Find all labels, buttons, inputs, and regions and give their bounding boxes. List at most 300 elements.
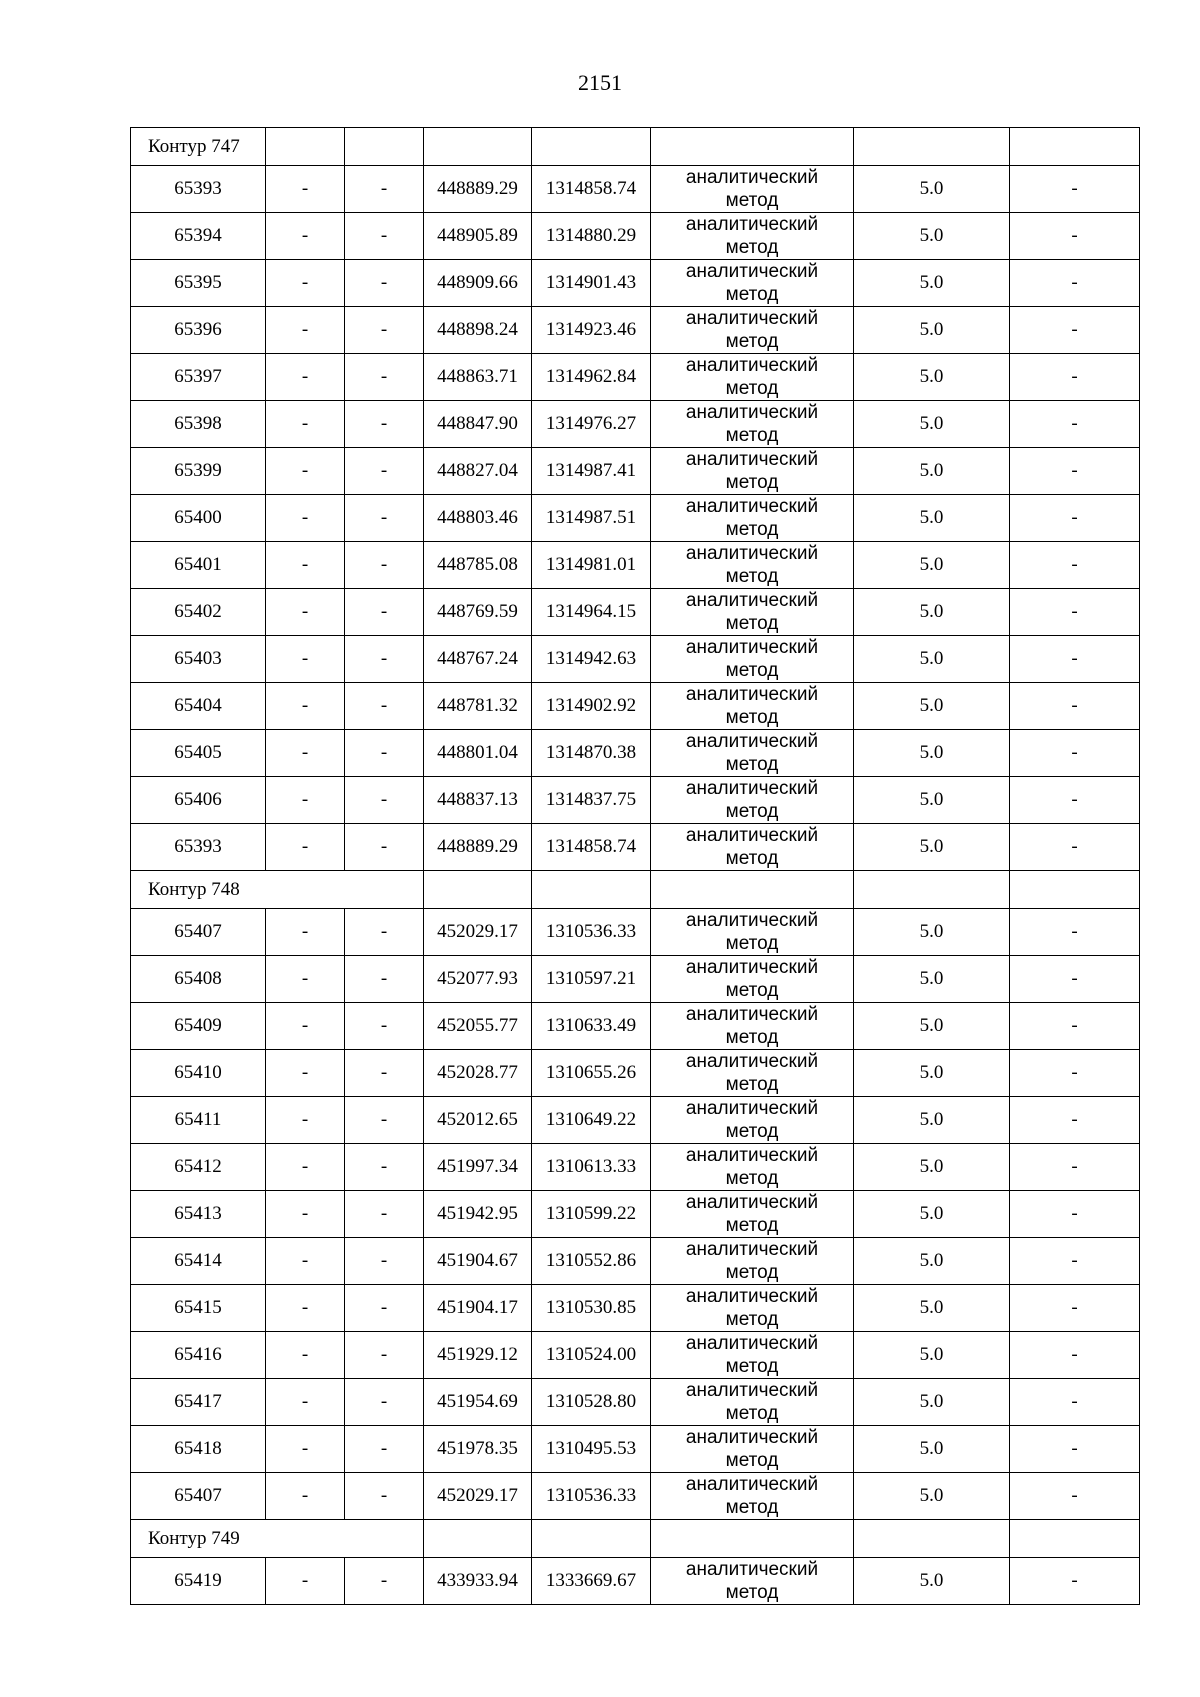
method-line-1: аналитический bbox=[685, 637, 819, 658]
y-coordinate-cell: 1310528.80 bbox=[532, 1379, 651, 1426]
accuracy-cell: 5.0 bbox=[854, 1097, 1010, 1144]
method-line-2: метод bbox=[725, 566, 779, 587]
point-id-cell: 65411 bbox=[131, 1097, 266, 1144]
contour-header-row bbox=[131, 871, 1140, 909]
table-row bbox=[131, 683, 1140, 730]
dash-cell: - bbox=[266, 260, 345, 307]
contour-label: Контур 749 bbox=[131, 1520, 424, 1558]
method-line-2: метод bbox=[725, 1450, 779, 1471]
dash-cell: - bbox=[1010, 166, 1140, 213]
empty-cell bbox=[424, 871, 532, 909]
method-line-1: аналитический bbox=[685, 684, 819, 705]
x-coordinate-cell: 448767.24 bbox=[424, 636, 532, 683]
page-number: 2151 bbox=[578, 70, 622, 95]
method-line-1: аналитический bbox=[685, 1333, 819, 1354]
dash-cell: - bbox=[1010, 636, 1140, 683]
coordinates-table bbox=[130, 127, 1140, 1605]
method-line-1: аналитический bbox=[685, 355, 819, 376]
dash-cell: - bbox=[266, 1379, 345, 1426]
point-id-cell: 65406 bbox=[131, 777, 266, 824]
dash-cell: - bbox=[1010, 213, 1140, 260]
x-coordinate-cell: 448801.04 bbox=[424, 730, 532, 777]
table-row bbox=[131, 1097, 1140, 1144]
method-line-1: аналитический bbox=[685, 167, 819, 188]
dash-cell: - bbox=[345, 1003, 424, 1050]
method-cell bbox=[651, 683, 854, 730]
method-cell bbox=[651, 1473, 854, 1520]
table-body bbox=[131, 128, 1140, 1605]
method-cell bbox=[651, 1332, 854, 1379]
dash-cell: - bbox=[1010, 307, 1140, 354]
point-id-cell: 65405 bbox=[131, 730, 266, 777]
dash-cell: - bbox=[1010, 1003, 1140, 1050]
dash-cell: - bbox=[345, 956, 424, 1003]
method-line-1: аналитический bbox=[685, 1239, 819, 1260]
point-id-cell: 65407 bbox=[131, 1473, 266, 1520]
table-row bbox=[131, 956, 1140, 1003]
y-coordinate-cell: 1314858.74 bbox=[532, 166, 651, 213]
accuracy-cell: 5.0 bbox=[854, 166, 1010, 213]
method-line-2: метод bbox=[725, 1215, 779, 1236]
point-id-cell: 65419 bbox=[131, 1558, 266, 1605]
y-coordinate-cell: 1314923.46 bbox=[532, 307, 651, 354]
table-row bbox=[131, 401, 1140, 448]
dash-cell: - bbox=[266, 495, 345, 542]
accuracy-cell: 5.0 bbox=[854, 260, 1010, 307]
dash-cell: - bbox=[266, 1332, 345, 1379]
dash-cell: - bbox=[266, 1558, 345, 1605]
dash-cell: - bbox=[1010, 1379, 1140, 1426]
accuracy-cell: 5.0 bbox=[854, 1191, 1010, 1238]
x-coordinate-cell: 451997.34 bbox=[424, 1144, 532, 1191]
dash-cell: - bbox=[266, 1191, 345, 1238]
y-coordinate-cell: 1314870.38 bbox=[532, 730, 651, 777]
point-id-cell: 65399 bbox=[131, 448, 266, 495]
dash-cell: - bbox=[266, 1050, 345, 1097]
x-coordinate-cell: 451904.67 bbox=[424, 1238, 532, 1285]
dash-cell: - bbox=[266, 448, 345, 495]
dash-cell: - bbox=[1010, 909, 1140, 956]
y-coordinate-cell: 1310613.33 bbox=[532, 1144, 651, 1191]
dash-cell: - bbox=[345, 260, 424, 307]
point-id-cell: 65413 bbox=[131, 1191, 266, 1238]
method-line-2: метод bbox=[725, 754, 779, 775]
dash-cell: - bbox=[345, 354, 424, 401]
method-line-1: аналитический bbox=[685, 402, 819, 423]
contour-label: Контур 747 bbox=[131, 128, 266, 166]
x-coordinate-cell: 448905.89 bbox=[424, 213, 532, 260]
table-row bbox=[131, 1285, 1140, 1332]
point-id-cell: 65415 bbox=[131, 1285, 266, 1332]
empty-cell bbox=[854, 128, 1010, 166]
dash-cell: - bbox=[345, 1426, 424, 1473]
empty-cell bbox=[1010, 1520, 1140, 1558]
method-cell bbox=[651, 260, 854, 307]
x-coordinate-cell: 433933.94 bbox=[424, 1558, 532, 1605]
x-coordinate-cell: 448889.29 bbox=[424, 824, 532, 871]
dash-cell: - bbox=[345, 1332, 424, 1379]
dash-cell: - bbox=[1010, 683, 1140, 730]
method-line-2: метод bbox=[725, 472, 779, 493]
accuracy-cell: 5.0 bbox=[854, 542, 1010, 589]
method-line-2: метод bbox=[725, 660, 779, 681]
table-row bbox=[131, 1191, 1140, 1238]
dash-cell: - bbox=[1010, 260, 1140, 307]
point-id-cell: 65409 bbox=[131, 1003, 266, 1050]
dash-cell: - bbox=[345, 1097, 424, 1144]
method-line-2: метод bbox=[725, 237, 779, 258]
point-id-cell: 65404 bbox=[131, 683, 266, 730]
method-line-2: метод bbox=[725, 848, 779, 869]
method-line-1: аналитический bbox=[685, 1051, 819, 1072]
accuracy-cell: 5.0 bbox=[854, 1050, 1010, 1097]
method-line-2: метод bbox=[725, 1262, 779, 1283]
method-line-1: аналитический bbox=[685, 496, 819, 517]
method-cell bbox=[651, 730, 854, 777]
x-coordinate-cell: 448781.32 bbox=[424, 683, 532, 730]
method-line-1: аналитический bbox=[685, 1098, 819, 1119]
x-coordinate-cell: 451929.12 bbox=[424, 1332, 532, 1379]
empty-cell bbox=[651, 871, 854, 909]
dash-cell: - bbox=[345, 448, 424, 495]
point-id-cell: 65418 bbox=[131, 1426, 266, 1473]
method-cell bbox=[651, 1050, 854, 1097]
point-id-cell: 65398 bbox=[131, 401, 266, 448]
y-coordinate-cell: 1314901.43 bbox=[532, 260, 651, 307]
method-line-2: метод bbox=[725, 933, 779, 954]
dash-cell: - bbox=[345, 589, 424, 636]
dash-cell: - bbox=[345, 683, 424, 730]
empty-cell bbox=[1010, 128, 1140, 166]
x-coordinate-cell: 452077.93 bbox=[424, 956, 532, 1003]
dash-cell: - bbox=[266, 730, 345, 777]
y-coordinate-cell: 1314964.15 bbox=[532, 589, 651, 636]
method-cell bbox=[651, 495, 854, 542]
accuracy-cell: 5.0 bbox=[854, 824, 1010, 871]
accuracy-cell: 5.0 bbox=[854, 307, 1010, 354]
dash-cell: - bbox=[266, 824, 345, 871]
dash-cell: - bbox=[345, 1144, 424, 1191]
method-line-1: аналитический bbox=[685, 1192, 819, 1213]
y-coordinate-cell: 1314987.41 bbox=[532, 448, 651, 495]
dash-cell: - bbox=[266, 589, 345, 636]
dash-cell: - bbox=[1010, 1558, 1140, 1605]
point-id-cell: 65408 bbox=[131, 956, 266, 1003]
table-row bbox=[131, 213, 1140, 260]
dash-cell: - bbox=[266, 1426, 345, 1473]
accuracy-cell: 5.0 bbox=[854, 956, 1010, 1003]
dash-cell: - bbox=[345, 1050, 424, 1097]
dash-cell: - bbox=[266, 354, 345, 401]
empty-cell bbox=[424, 128, 532, 166]
method-line-2: метод bbox=[725, 519, 779, 540]
method-cell bbox=[651, 1003, 854, 1050]
point-id-cell: 65397 bbox=[131, 354, 266, 401]
method-line-2: метод bbox=[725, 1582, 779, 1603]
empty-cell bbox=[651, 1520, 854, 1558]
accuracy-cell: 5.0 bbox=[854, 589, 1010, 636]
x-coordinate-cell: 448803.46 bbox=[424, 495, 532, 542]
dash-cell: - bbox=[266, 1473, 345, 1520]
method-line-1: аналитический bbox=[685, 543, 819, 564]
point-id-cell: 65393 bbox=[131, 166, 266, 213]
accuracy-cell: 5.0 bbox=[854, 1426, 1010, 1473]
accuracy-cell: 5.0 bbox=[854, 1238, 1010, 1285]
dash-cell: - bbox=[345, 495, 424, 542]
x-coordinate-cell: 452028.77 bbox=[424, 1050, 532, 1097]
table-row bbox=[131, 824, 1140, 871]
method-line-1: аналитический bbox=[685, 1427, 819, 1448]
y-coordinate-cell: 1333669.67 bbox=[532, 1558, 651, 1605]
accuracy-cell: 5.0 bbox=[854, 909, 1010, 956]
method-cell bbox=[651, 307, 854, 354]
dash-cell: - bbox=[345, 1379, 424, 1426]
method-line-1: аналитический bbox=[685, 1474, 819, 1495]
y-coordinate-cell: 1310536.33 bbox=[532, 909, 651, 956]
dash-cell: - bbox=[266, 1285, 345, 1332]
method-line-1: аналитический bbox=[685, 778, 819, 799]
dash-cell: - bbox=[1010, 401, 1140, 448]
table-row bbox=[131, 1144, 1140, 1191]
method-cell bbox=[651, 589, 854, 636]
accuracy-cell: 5.0 bbox=[854, 1332, 1010, 1379]
dash-cell: - bbox=[266, 636, 345, 683]
x-coordinate-cell: 448847.90 bbox=[424, 401, 532, 448]
dash-cell: - bbox=[266, 956, 345, 1003]
dash-cell: - bbox=[345, 307, 424, 354]
dash-cell: - bbox=[345, 777, 424, 824]
contour-header-row bbox=[131, 1520, 1140, 1558]
method-cell bbox=[651, 956, 854, 1003]
x-coordinate-cell: 452055.77 bbox=[424, 1003, 532, 1050]
method-line-1: аналитический bbox=[685, 1380, 819, 1401]
accuracy-cell: 5.0 bbox=[854, 683, 1010, 730]
y-coordinate-cell: 1310524.00 bbox=[532, 1332, 651, 1379]
table-row bbox=[131, 448, 1140, 495]
dash-cell: - bbox=[1010, 1144, 1140, 1191]
table-row bbox=[131, 1473, 1140, 1520]
x-coordinate-cell: 451904.17 bbox=[424, 1285, 532, 1332]
method-cell bbox=[651, 1144, 854, 1191]
x-coordinate-cell: 448863.71 bbox=[424, 354, 532, 401]
table-row bbox=[131, 589, 1140, 636]
dash-cell: - bbox=[345, 1558, 424, 1605]
empty-cell bbox=[854, 871, 1010, 909]
dash-cell: - bbox=[345, 1238, 424, 1285]
method-cell bbox=[651, 1097, 854, 1144]
x-coordinate-cell: 448889.29 bbox=[424, 166, 532, 213]
point-id-cell: 65414 bbox=[131, 1238, 266, 1285]
method-line-1: аналитический bbox=[685, 1559, 819, 1580]
dash-cell: - bbox=[1010, 1285, 1140, 1332]
empty-cell bbox=[854, 1520, 1010, 1558]
accuracy-cell: 5.0 bbox=[854, 1558, 1010, 1605]
y-coordinate-cell: 1314880.29 bbox=[532, 213, 651, 260]
table-row bbox=[131, 307, 1140, 354]
method-cell bbox=[651, 166, 854, 213]
dash-cell: - bbox=[1010, 1238, 1140, 1285]
method-line-1: аналитический bbox=[685, 214, 819, 235]
method-line-2: метод bbox=[725, 378, 779, 399]
table-row bbox=[131, 1379, 1140, 1426]
dash-cell: - bbox=[266, 1238, 345, 1285]
method-line-1: аналитический bbox=[685, 590, 819, 611]
method-cell bbox=[651, 1285, 854, 1332]
empty-cell bbox=[532, 1520, 651, 1558]
method-line-1: аналитический bbox=[685, 1004, 819, 1025]
x-coordinate-cell: 451978.35 bbox=[424, 1426, 532, 1473]
method-cell bbox=[651, 777, 854, 824]
y-coordinate-cell: 1314981.01 bbox=[532, 542, 651, 589]
method-line-2: метод bbox=[725, 190, 779, 211]
point-id-cell: 65410 bbox=[131, 1050, 266, 1097]
dash-cell: - bbox=[1010, 956, 1140, 1003]
x-coordinate-cell: 448785.08 bbox=[424, 542, 532, 589]
method-cell bbox=[651, 1426, 854, 1473]
table-row bbox=[131, 1332, 1140, 1379]
method-line-1: аналитический bbox=[685, 1286, 819, 1307]
dash-cell: - bbox=[1010, 1097, 1140, 1144]
accuracy-cell: 5.0 bbox=[854, 213, 1010, 260]
dash-cell: - bbox=[345, 401, 424, 448]
point-id-cell: 65393 bbox=[131, 824, 266, 871]
dash-cell: - bbox=[266, 166, 345, 213]
x-coordinate-cell: 452012.65 bbox=[424, 1097, 532, 1144]
dash-cell: - bbox=[1010, 589, 1140, 636]
method-line-1: аналитический bbox=[685, 825, 819, 846]
method-cell bbox=[651, 354, 854, 401]
x-coordinate-cell: 451942.95 bbox=[424, 1191, 532, 1238]
empty-cell bbox=[532, 128, 651, 166]
dash-cell: - bbox=[1010, 1050, 1140, 1097]
empty-cell bbox=[1010, 871, 1140, 909]
x-coordinate-cell: 448837.13 bbox=[424, 777, 532, 824]
method-line-2: метод bbox=[725, 707, 779, 728]
method-cell bbox=[651, 636, 854, 683]
dash-cell: - bbox=[345, 730, 424, 777]
method-line-2: метод bbox=[725, 1027, 779, 1048]
table-row bbox=[131, 909, 1140, 956]
method-cell bbox=[651, 1379, 854, 1426]
dash-cell: - bbox=[1010, 542, 1140, 589]
dash-cell: - bbox=[266, 542, 345, 589]
accuracy-cell: 5.0 bbox=[854, 1473, 1010, 1520]
method-line-2: метод bbox=[725, 801, 779, 822]
method-cell bbox=[651, 909, 854, 956]
point-id-cell: 65401 bbox=[131, 542, 266, 589]
method-cell bbox=[651, 1238, 854, 1285]
y-coordinate-cell: 1310655.26 bbox=[532, 1050, 651, 1097]
dash-cell: - bbox=[345, 213, 424, 260]
accuracy-cell: 5.0 bbox=[854, 1379, 1010, 1426]
dash-cell: - bbox=[266, 1003, 345, 1050]
method-line-2: метод bbox=[725, 425, 779, 446]
point-id-cell: 65395 bbox=[131, 260, 266, 307]
point-id-cell: 65396 bbox=[131, 307, 266, 354]
table-row bbox=[131, 1426, 1140, 1473]
y-coordinate-cell: 1314987.51 bbox=[532, 495, 651, 542]
method-line-2: метод bbox=[725, 1497, 779, 1518]
x-coordinate-cell: 448898.24 bbox=[424, 307, 532, 354]
accuracy-cell: 5.0 bbox=[854, 401, 1010, 448]
y-coordinate-cell: 1310633.49 bbox=[532, 1003, 651, 1050]
method-line-1: аналитический bbox=[685, 957, 819, 978]
dash-cell: - bbox=[266, 401, 345, 448]
contour-header-row bbox=[131, 128, 1140, 166]
dash-cell: - bbox=[345, 542, 424, 589]
method-line-1: аналитический bbox=[685, 261, 819, 282]
point-id-cell: 65407 bbox=[131, 909, 266, 956]
method-line-2: метод bbox=[725, 1168, 779, 1189]
table-row bbox=[131, 542, 1140, 589]
method-line-2: метод bbox=[725, 1121, 779, 1142]
method-cell bbox=[651, 401, 854, 448]
y-coordinate-cell: 1314942.63 bbox=[532, 636, 651, 683]
method-line-2: метод bbox=[725, 613, 779, 634]
y-coordinate-cell: 1314902.92 bbox=[532, 683, 651, 730]
method-line-2: метод bbox=[725, 1356, 779, 1377]
method-line-1: аналитический bbox=[685, 731, 819, 752]
point-id-cell: 65402 bbox=[131, 589, 266, 636]
table-row bbox=[131, 166, 1140, 213]
accuracy-cell: 5.0 bbox=[854, 1003, 1010, 1050]
accuracy-cell: 5.0 bbox=[854, 1144, 1010, 1191]
x-coordinate-cell: 448769.59 bbox=[424, 589, 532, 636]
method-line-1: аналитический bbox=[685, 308, 819, 329]
point-id-cell: 65394 bbox=[131, 213, 266, 260]
empty-cell bbox=[266, 128, 345, 166]
table-row bbox=[131, 495, 1140, 542]
table-row bbox=[131, 354, 1140, 401]
dash-cell: - bbox=[1010, 448, 1140, 495]
dash-cell: - bbox=[1010, 1473, 1140, 1520]
dash-cell: - bbox=[345, 1473, 424, 1520]
accuracy-cell: 5.0 bbox=[854, 636, 1010, 683]
method-line-2: метод bbox=[725, 331, 779, 352]
dash-cell: - bbox=[345, 166, 424, 213]
point-id-cell: 65412 bbox=[131, 1144, 266, 1191]
method-line-1: аналитический bbox=[685, 449, 819, 470]
method-cell bbox=[651, 213, 854, 260]
dash-cell: - bbox=[266, 909, 345, 956]
accuracy-cell: 5.0 bbox=[854, 354, 1010, 401]
dash-cell: - bbox=[1010, 730, 1140, 777]
dash-cell: - bbox=[266, 213, 345, 260]
accuracy-cell: 5.0 bbox=[854, 730, 1010, 777]
method-line-2: метод bbox=[725, 1403, 779, 1424]
dash-cell: - bbox=[1010, 1426, 1140, 1473]
y-coordinate-cell: 1310649.22 bbox=[532, 1097, 651, 1144]
empty-cell bbox=[651, 128, 854, 166]
accuracy-cell: 5.0 bbox=[854, 495, 1010, 542]
accuracy-cell: 5.0 bbox=[854, 777, 1010, 824]
method-line-1: аналитический bbox=[685, 1145, 819, 1166]
dash-cell: - bbox=[1010, 495, 1140, 542]
point-id-cell: 65416 bbox=[131, 1332, 266, 1379]
dash-cell: - bbox=[266, 1097, 345, 1144]
dash-cell: - bbox=[266, 683, 345, 730]
table-row bbox=[131, 730, 1140, 777]
method-cell bbox=[651, 448, 854, 495]
y-coordinate-cell: 1314837.75 bbox=[532, 777, 651, 824]
dash-cell: - bbox=[266, 777, 345, 824]
dash-cell: - bbox=[1010, 354, 1140, 401]
dash-cell: - bbox=[345, 636, 424, 683]
table-row bbox=[131, 1050, 1140, 1097]
y-coordinate-cell: 1310599.22 bbox=[532, 1191, 651, 1238]
method-cell bbox=[651, 1558, 854, 1605]
method-line-2: метод bbox=[725, 980, 779, 1001]
